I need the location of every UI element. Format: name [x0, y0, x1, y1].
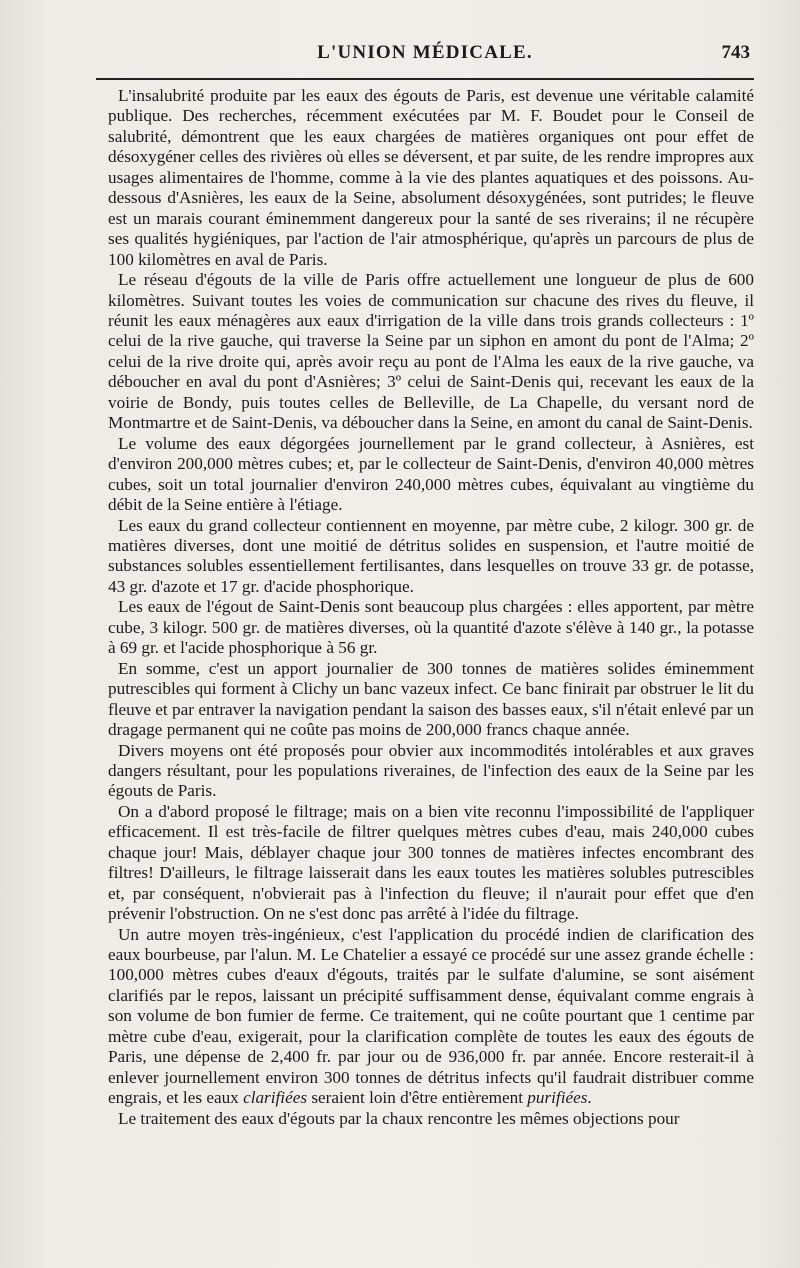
page-number: 743 — [721, 42, 750, 63]
paragraph-chaux: Le traitement des eaux d'égouts par la chaux rencontre les mêmes objections pour — [118, 1108, 680, 1128]
running-header — [96, 36, 754, 70]
article-body — [108, 86, 754, 1129]
paragraph-apport-journalier: En somme, c'est un apport journalier de 300 tonnes de matières solides éminemment putrescibles qui forment à Clichy un banc vazeux infect. Ce banc finirait par obstruer le lit du fleuve et par entraver la navigation pendant la saison des basses eaux, s'il n'était enlevé par un dragage permanent qui ne coûte pas moins de 200,000 francs chaque année. — [108, 658, 754, 740]
alun-italic-clarifiees: clarifiées — [243, 1088, 308, 1108]
header-rule — [96, 78, 754, 80]
journal-title: L'UNION MÉDICALE. — [317, 42, 533, 63]
paragraph-reseau-egouts: Le réseau d'égouts de la ville de Paris offre actuellement une longueur de plus de 600 kilomètres. Suivant toutes les voies de communication sur chacune des rives du fleuve, il réunit les eaux ménagères aux eaux d'irrigation de la ville dans trois grands collecteurs : 1º celui de la rive gauche, qui traverse la Seine par un siphon en amont du pont de l'Alma; 2º celui de la rive droite qui, après avoir reçu au pont de l'Alma les eaux de la rive gauche, va déboucher en aval du pont d'Asnières; 3º celui de Saint-Denis qui, recevant les eaux de la voirie de Bondy, puis toutes celles de Belleville, de La Chapelle, du versant nord de Montmartre et de Saint-Denis, va déboucher dans la Seine, en amont du canal de Saint-Denis. — [108, 270, 754, 433]
paragraph-filtrage: On a d'abord proposé le filtrage; mais on a bien vite reconnu l'impossibilité de l'appliquer efficacement. Il est très-facile de filtrer quelques mètres cubes d'eau, mais 240,000 cubes chaque jour! Mais, déblayer chaque jour 300 tonnes de matières infectes encombrant des filtres! D'ailleurs, le filtrage laisserait dans les eaux toutes les matières solubles putrescibles et, par conséquent, n'obvierait pas à l'infection du fleuve; il n'aurait pour effet que d'en prévenir l'obstruction. On ne s'est donc pas arrêté à l'idée du filtrage. — [108, 801, 754, 924]
paragraph-grand-collecteur: Les eaux du grand collecteur contiennent en moyenne, par mètre cube, 2 kilogr. 300 gr. de matières diverses, dont une moitié de détritus solides en suspension, et l'autre moitié de substances solubles essentiellement fertilisantes, dans lesquelles on trouve 33 gr. de potasse, 43 gr. d'azote et 17 gr. d'acide phosphorique. — [108, 515, 754, 596]
paragraph-saint-denis: Les eaux de l'égout de Saint-Denis sont beaucoup plus chargées : elles apportent, par mètre cube, 3 kilogr. 500 gr. de matières diverses, où la quantité d'azote s'élève à 140 gr., la potasse à 69 gr. et l'acide phosphorique à 56 gr. — [108, 597, 754, 658]
alun-text: Un autre moyen très-ingénieux, c'est l'application du procédé indien de clarification des eaux bourbeuse, par l'alun. M. Le Chatelier a essayé ce procédé sur une assez grande échelle : 100,000 mètres cubes d'eaux d'égouts, traités par le sulfate d'alumine, se sont aisément clarifiés par le repos, laissant un précipité suffisamment dense, équivalant comme engrais à son volume de bon fumier de ferme. Ce traitement, qui ne coûte pourtant que 1 centime par mètre cube d'eau, exigerait, pour la clarification complète de toutes les eaux des égouts de Paris, une dépense de 2,400 fr. par jour ou de 936,000 fr. par année. Encore resterait-il à enlever journellement environ 300 tonnes de détritus infects qu'il faudrait distribuer comme engrais, et les eaux — [108, 924, 754, 1108]
alun-italic-purifiees: purifiées — [527, 1088, 588, 1108]
paragraph-divers-moyens: Divers moyens ont été proposés pour obvier aux incommodités intolérables et aux graves dangers résultant, pour les populations riveraines, de l'infection des eaux de la Seine par les égouts de Paris. — [108, 740, 754, 801]
paragraph-volume-eaux: Le volume des eaux dégorgées journellement par le grand collecteur, à Asnières, est d'environ 200,000 mètres cubes; et, par le collecteur de Saint-Denis, d'environ 40,000 mètres cubes, soit un total journalier d'environ 240,000 mètres cubes, équivalant au vingtième du débit de la Seine entière à l'étiage. — [108, 433, 754, 515]
alun-text-mid: seraient loin d'être entièrement — [311, 1088, 523, 1108]
paragraph-insalubrite: L'insalubrité produite par les eaux des égouts de Paris, est devenue une véritable calamité publique. Des recherches, récemment exécutées par M. F. Boudet pour le Conseil de salubrité, démontrent que les eaux chargées de matières organiques ont pour effet de désoxygéner celles des rivières où elles se déversent, et par suite, de les rendre impropres aux usages alimentaires de l'homme, comme à la vie des plantes aquatiques et des poissons. Au-dessous d'Asnières, les eaux de la Seine, absolument désoxygénées, sont putrides; le fleuve est un marais courant éminemment dangereux pour la santé de ses riverains; il ne récupère ses qualités hygiéniques, par l'action de l'air atmosphérique, qu'après un parcours de plus de 100 kilomètres en aval de Paris. — [108, 86, 754, 269]
alun-text-end: . — [587, 1088, 592, 1108]
paragraph-alun — [108, 925, 754, 1109]
